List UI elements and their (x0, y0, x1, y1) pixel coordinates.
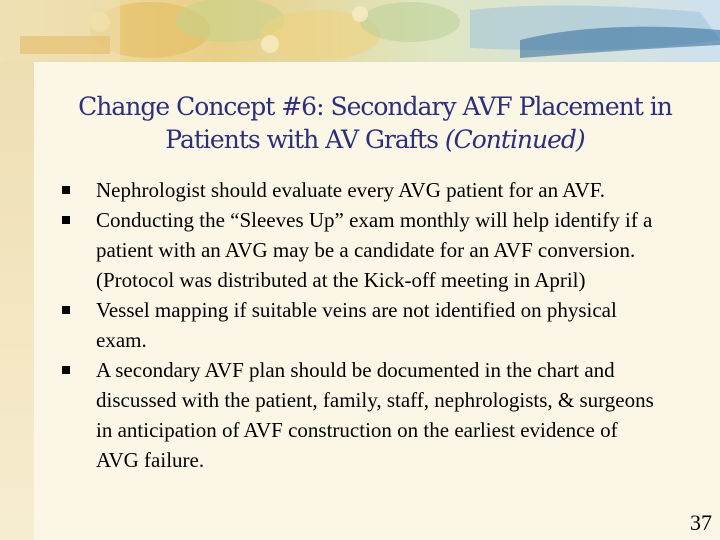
bullet-item (62, 175, 662, 205)
square-bullet-icon (62, 216, 70, 224)
left-border-decoration (0, 0, 34, 540)
bullet-text: Nephrologist should evaluate every AVG patient for an AVF. (96, 178, 606, 202)
square-bullet-icon (62, 306, 70, 314)
square-bullet-icon (62, 186, 70, 194)
square-bullet-icon (62, 366, 70, 374)
title-main-text: Change Concept #6: Secondary AVF Placement in Patients with AV Grafts (78, 92, 672, 154)
bullet-text: A secondary AVF plan should be documented in the chart and discussed with the patient, family, staff, nephrologists, & surgeons in anticipation of AVF construction on the earliest evidence of AVG failure. (96, 358, 654, 472)
bullet-list (62, 175, 662, 475)
bullet-item (62, 355, 662, 475)
page-number: 37 (690, 510, 712, 535)
bullet-item (62, 295, 662, 355)
bullet-text: Vessel mapping if suitable veins are not identified on physical exam. (96, 298, 617, 352)
decorative-banner (0, 0, 720, 62)
bullet-text: Conducting the “Sleeves Up” exam monthly will help identify if a patient with an AVG may be a candidate for an AVF conversion. (Protocol was distributed at the Kick-off meeting in April) (96, 208, 653, 292)
slide-title (40, 90, 710, 156)
bullet-item (62, 205, 662, 295)
title-continued-text: (Continued) (444, 125, 585, 154)
floral-banner-image (0, 0, 720, 62)
